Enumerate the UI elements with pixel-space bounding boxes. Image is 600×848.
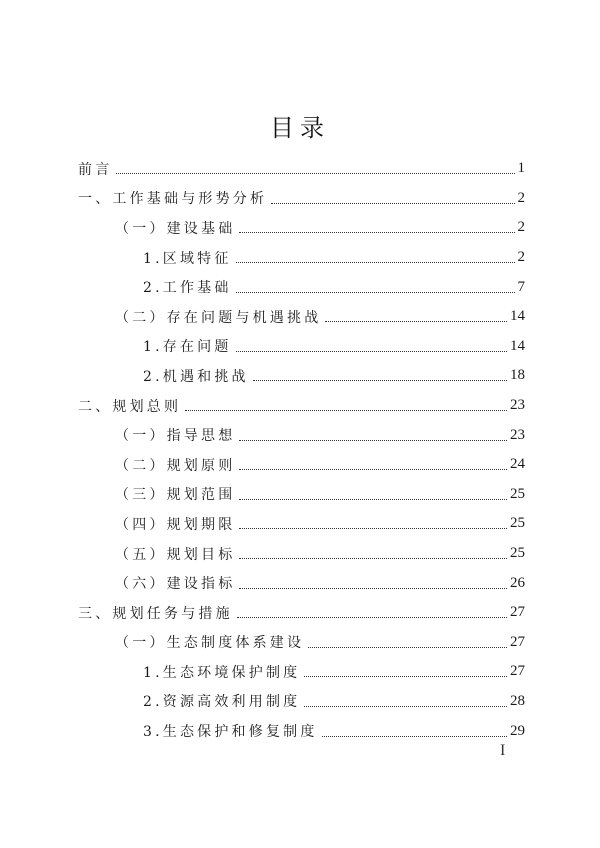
toc-entry-label: （一）建设基础 [115,220,236,237]
toc-entry-page: 25 [510,485,525,502]
toc-entry-label: 1.生态环境保护制度 [143,664,301,681]
toc-entry[interactable] [78,332,525,362]
dot-leader [239,528,507,529]
dot-leader [239,499,507,500]
toc-entry-page: 26 [510,574,525,591]
dot-leader [116,173,514,174]
toc-entry-page: 28 [510,692,525,709]
toc-entry-page: 14 [510,308,525,325]
dot-leader [236,262,515,263]
toc-entry[interactable] [78,154,525,184]
toc-entry[interactable] [78,272,525,302]
toc-entry[interactable] [78,184,525,214]
toc-entry-label: （一）指导思想 [115,428,236,445]
toc-entry-page: 2 [517,189,525,206]
toc-entry-label: （六）建设指标 [115,576,236,593]
toc-entry-label: 1.存在问题 [143,339,232,356]
dot-leader [237,617,507,618]
toc-entry-page: 23 [510,426,525,443]
toc-entry-page: 23 [510,397,525,414]
toc-entry[interactable] [78,480,525,510]
toc-entry-page: 27 [510,663,525,680]
toc-entry[interactable] [78,509,525,539]
toc-entry[interactable] [78,420,525,450]
toc-entry[interactable] [78,716,525,746]
dot-leader [271,203,514,204]
page-number: I [500,742,506,759]
dot-leader [239,440,507,441]
table-of-contents [78,154,525,746]
toc-entry-label: （二）规划原则 [115,457,236,474]
toc-entry[interactable] [78,243,525,273]
dot-leader [239,558,507,559]
dot-leader [304,676,507,677]
toc-entry[interactable] [78,657,525,687]
dot-leader [253,380,507,381]
toc-entry-label: （一）生态制度体系建设 [115,635,305,652]
toc-entry[interactable] [78,628,525,658]
dot-leader [236,351,507,352]
toc-entry-page: 25 [510,545,525,562]
toc-entry-page: 1 [517,160,525,177]
toc-entry[interactable] [78,302,525,332]
toc-entry-page: 2 [517,249,525,266]
dot-leader [308,647,507,648]
toc-entry[interactable] [78,361,525,391]
toc-entry-label: （五）规划目标 [115,546,236,563]
dot-leader [236,292,515,293]
toc-entry-label: 2.资源高效利用制度 [143,694,301,711]
toc-entry[interactable] [78,687,525,717]
toc-entry[interactable] [78,539,525,569]
toc-entry-label: （四）规划期限 [115,516,236,533]
toc-entry[interactable] [78,598,525,628]
dot-leader [322,736,507,737]
toc-entry-page: 27 [510,633,525,650]
toc-entry-page: 25 [510,515,525,532]
toc-entry-label: （二）存在问题与机遇挑战 [115,309,322,326]
toc-entry[interactable] [78,450,525,480]
toc-entry-label: 一、工作基础与形势分析 [78,191,268,208]
toc-entry[interactable] [78,391,525,421]
dot-leader [325,321,507,322]
dot-leader [185,410,507,411]
dot-leader [239,469,507,470]
toc-entry-page: 29 [510,722,525,739]
toc-title: 目录 [270,114,330,142]
toc-entry-page: 27 [510,604,525,621]
toc-entry[interactable] [78,213,525,243]
toc-entry-label: 3.生态保护和修复制度 [143,724,318,741]
toc-entry-label: 二、规划总则 [78,398,182,415]
toc-entry-label: 前言 [78,161,113,178]
toc-entry-label: 1.区域特征 [143,250,232,267]
toc-entry-page: 2 [517,219,525,236]
toc-entry-page: 7 [517,278,525,295]
toc-entry-label: （三）规划范围 [115,487,236,504]
toc-entry-label: 三、规划任务与措施 [78,605,233,622]
dot-leader [239,588,507,589]
toc-entry-page: 18 [510,367,525,384]
toc-entry-label: 2.机遇和挑战 [143,368,249,385]
toc-entry-label: 2.工作基础 [143,280,232,297]
toc-entry-page: 24 [510,456,525,473]
dot-leader [239,232,514,233]
toc-entry[interactable] [78,568,525,598]
toc-entry-page: 14 [510,337,525,354]
dot-leader [304,706,507,707]
